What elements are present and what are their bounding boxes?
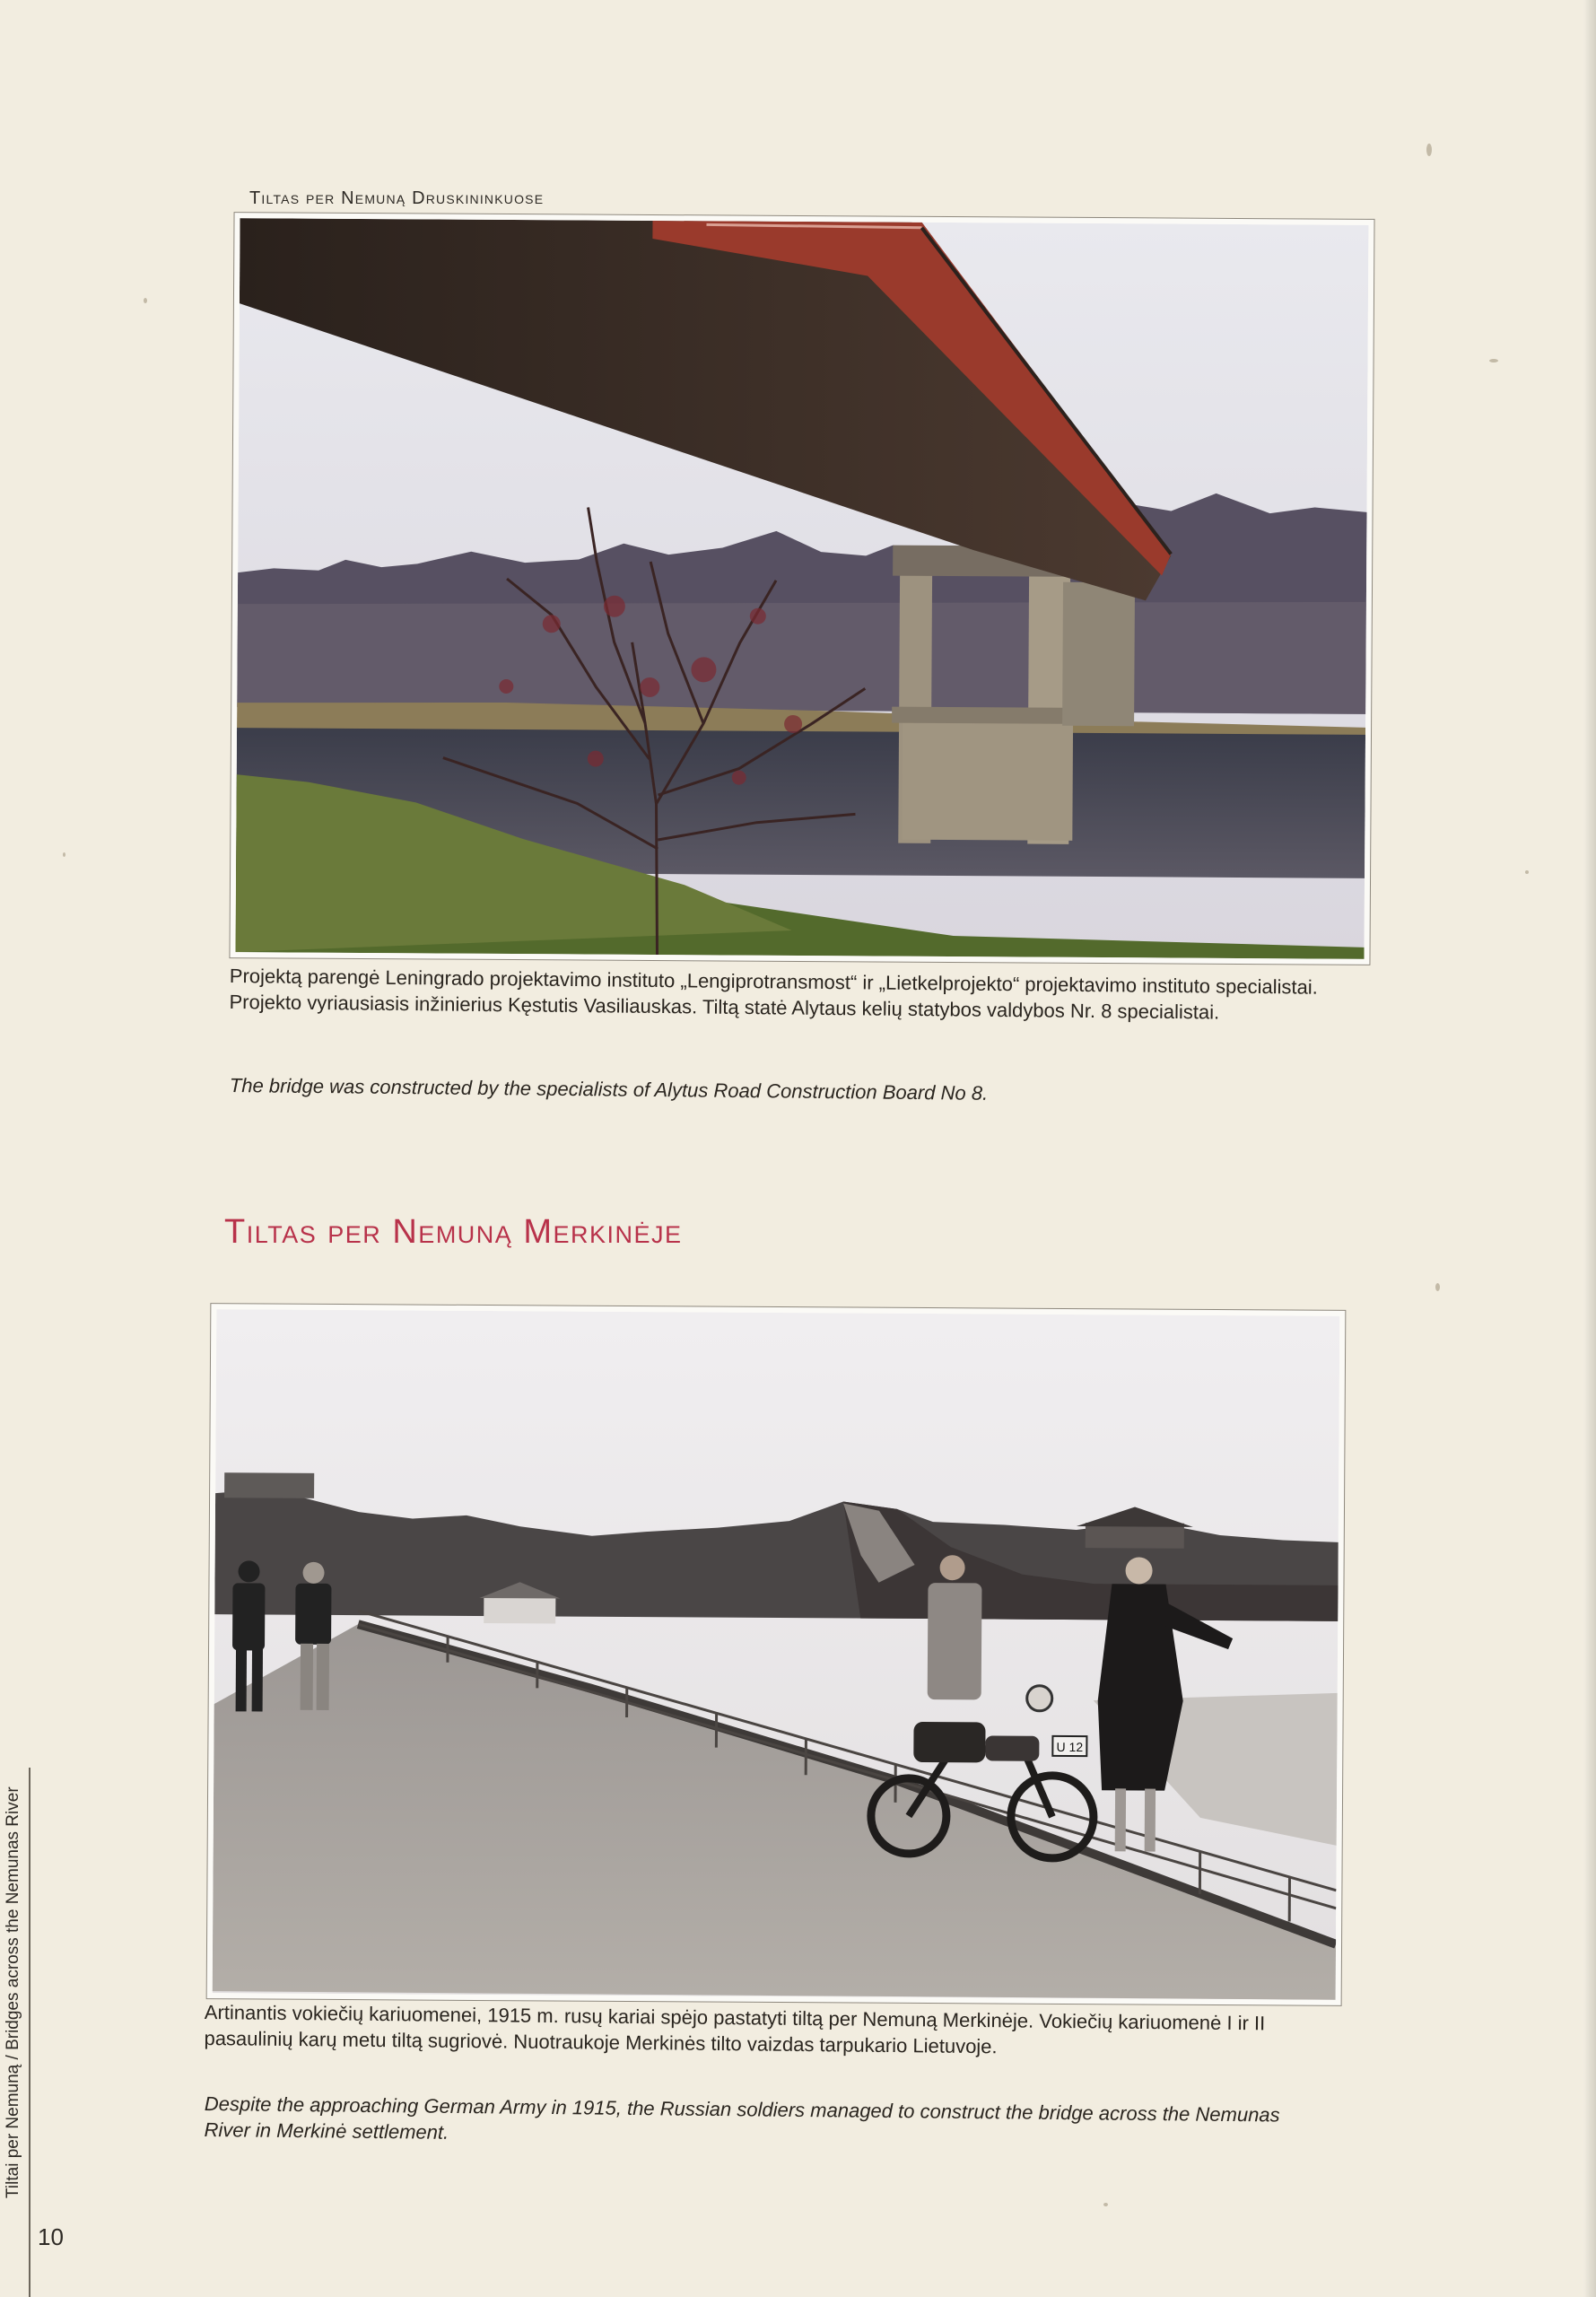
photo-frame-merkine	[206, 1303, 1347, 2006]
section-label-druskininkai: Tiltas per Nemuną Druskininkuose	[249, 188, 545, 208]
section-title-merkine: Tiltas per Nemuną Merkinėje	[224, 1213, 683, 1251]
photo-merkine-bridge	[213, 1309, 1340, 2000]
caption-merkine-en: Despite the approaching German Army in 1915, the Russian soldiers managed to construct the bridge across the Nemunas River in Merkinė settlement.	[204, 2092, 1280, 2144]
plate-text: U 12	[1056, 1739, 1084, 1755]
page-edge-shadow	[1583, 0, 1596, 2297]
caption-druskininkai-lt: Projektą parengė Leningrado projektavimo instituto „Lengiprotransmost“ ir „Lietkelprojekto“ projektavimo instituto specialistai. Projekto vyriausiasis inžinierius Kęstutis Vasiliauskas. Tiltą statė Alytaus kelių statybos valdybos Nr. 8 specialistai.	[229, 964, 1318, 1024]
photo-druskininkai-bridge	[236, 218, 1369, 959]
page-number: 10	[38, 2223, 64, 2250]
caption-merkine-lt: Artinantis vokiečių kariuomenei, 1915 m. rusų kariai spėjo pastatyti tiltą per Nemuną Merkinėje. Vokiečių kariuomenė I ir II pasaulinių karų metu tiltą sugriovė. Nuotraukoje Merkinės tilto vaizdas tarpukario Lietuvoje.	[204, 2001, 1266, 2058]
side-rule	[29, 1768, 31, 2297]
side-running-title: Tiltai per Nemuną / Bridges across the Nemunas River	[4, 1786, 22, 2198]
caption-druskininkai-en: The bridge was constructed by the specialists of Alytus Road Construction Board No 8.	[229, 1073, 989, 1105]
photo-frame-druskininkai	[229, 212, 1374, 965]
